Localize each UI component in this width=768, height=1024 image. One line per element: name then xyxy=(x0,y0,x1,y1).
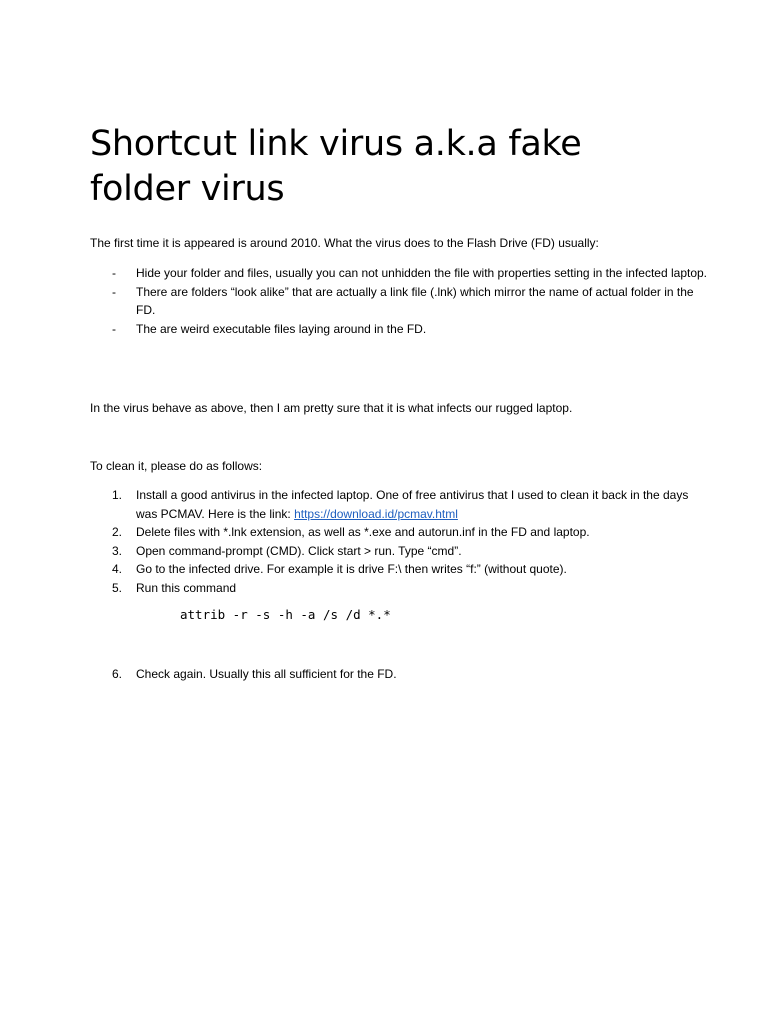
intro-paragraph: The first time it is appeared is around 2010. What the virus does to the Flash Drive (FD) usually: xyxy=(90,236,599,250)
step-item xyxy=(90,665,710,684)
cleaning-steps-list xyxy=(90,486,710,597)
step-text: Install a good antivirus in the infected laptop. One of free antivirus that I used to clean it back in the days was PCMAV. Here is the link: xyxy=(136,488,689,521)
step-number: 3. xyxy=(112,543,123,558)
step-text: Run this command xyxy=(136,580,237,595)
list-item xyxy=(90,264,710,283)
instructions-heading: To clean it, please do as follows: xyxy=(90,459,263,473)
step-item xyxy=(90,542,710,561)
list-item xyxy=(90,320,710,339)
bullet-marker: - xyxy=(112,284,116,299)
step-text: Check again. Usually this all sufficient for the FD. xyxy=(136,667,397,681)
step-text: Go to the infected drive. For example it is drive F:\ then writes “f:” (without quote). xyxy=(136,562,567,576)
list-item-text: Hide your folder and files, usually you can not unhidden the file with properties setting in the infected laptop. xyxy=(136,266,708,280)
step-number: 1. xyxy=(112,488,123,502)
step-number: 4. xyxy=(112,562,123,576)
final-step-list xyxy=(90,665,710,684)
pcmav-download-link[interactable]: https://download.id/pcmav.html xyxy=(294,506,458,521)
step-item xyxy=(90,486,710,523)
step-text: Open command-prompt (CMD). Click start > run. Type “cmd”. xyxy=(136,543,462,558)
bullet-marker: - xyxy=(112,321,116,336)
document-title: Shortcut link virus a.k.a fake folder virus xyxy=(90,124,582,209)
conclusion-paragraph: In the virus behave as above, then I am pretty sure that it is what infects our rugged laptop. xyxy=(90,401,573,415)
symptom-list xyxy=(90,264,710,338)
step-number: 2. xyxy=(112,525,123,539)
bullet-marker: - xyxy=(112,266,116,280)
step-text: Delete files with *.lnk extension, as well as *.exe and autorun.inf in the FD and laptop. xyxy=(136,525,590,539)
list-item xyxy=(90,283,710,320)
step-item xyxy=(90,560,710,579)
list-item-text: The are weird executable files laying around in the FD. xyxy=(136,321,427,336)
step-item xyxy=(90,523,710,542)
step-item xyxy=(90,579,710,598)
attrib-command: attrib -r -s -h -a /s /d *.* xyxy=(180,607,391,622)
step-number: 6. xyxy=(112,667,123,681)
step-number: 5. xyxy=(112,580,123,595)
list-item-text: There are folders “look alike” that are actually a link file (.lnk) which mirror the name of actual folder in the FD. xyxy=(136,284,694,317)
